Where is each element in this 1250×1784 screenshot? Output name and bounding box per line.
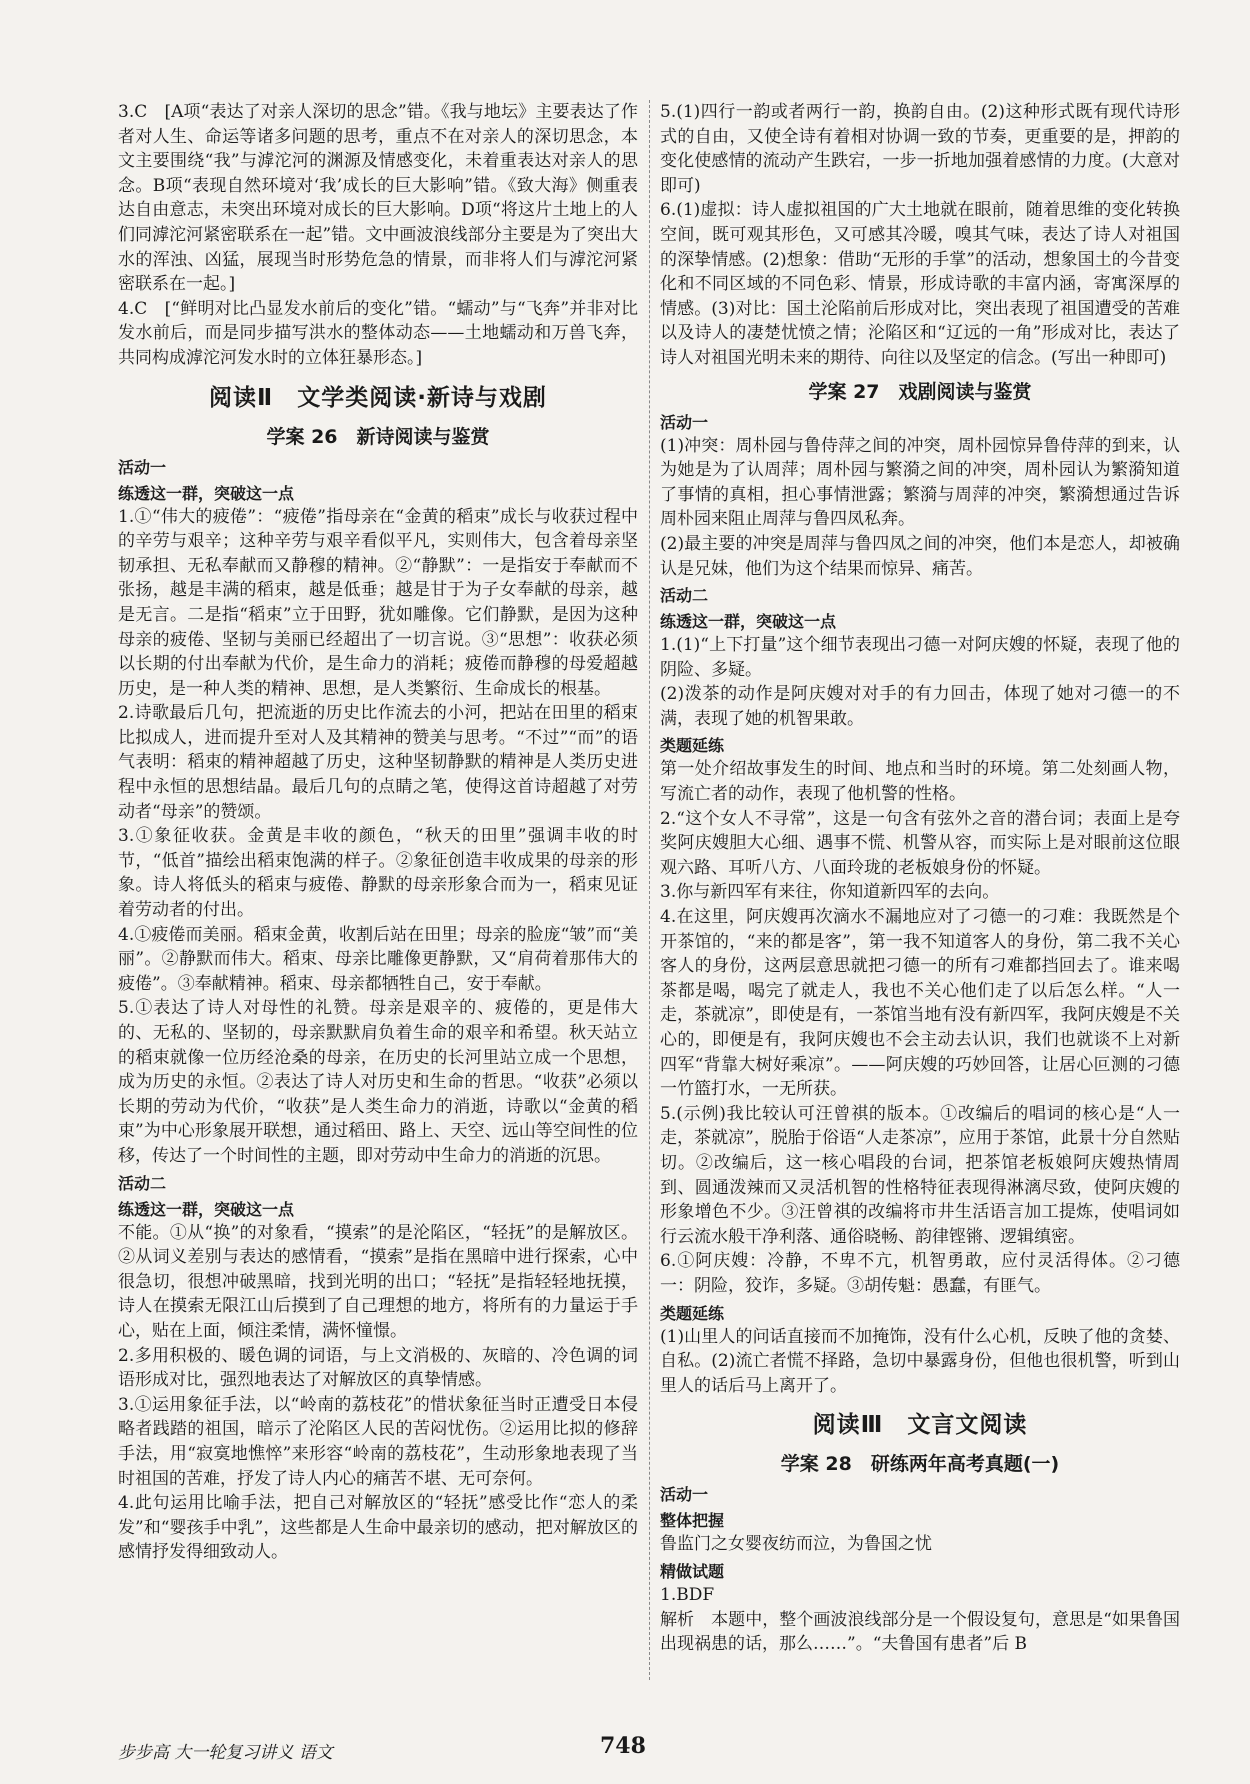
- answer-item: 4.此句运用比喻手法，把自己对解放区的“轻抚”感受比作“恋人的柔发”和“婴孩手中乳”，这些都是人生命中最亲切的感动，把对解放区的感情抒发得细致动人。: [118, 1493, 638, 1563]
- drill-heading: 练透这一群，突破这一点: [660, 612, 837, 632]
- analysis-text: 解析 本题中，整个画波浪线部分是一个假设复句，意思是“如果鲁国出现祸患的话，那么……”。“夫鲁国有患者”后 B: [660, 1609, 1180, 1655]
- extension-heading: 类题延练: [660, 1303, 725, 1323]
- answer-item: 4.在这里，阿庆嫂再次滴水不漏地应对了刁德一的刁难：我既然是个开茶馆的，“来的都是客”，第一我不知道客人的身份，第二我不关心客人的身份，这两层意思就把刁德一的所有刁难都挡回去了。谁来喝茶都是喝，喝完了就走人，我也不关心他们走了以后怎么样。“人一走，茶就凉”，即使是有，一茶馆当地有没有新四军，我阿庆嫂是不关心的，即便是有，我阿庆嫂也不会主动去认识，我们也就谈不上对新四军“背靠大树好乘凉”。——阿庆嫂的巧妙回答，让居心叵测的刁德一竹篮打水，一无所获。: [660, 907, 1180, 1100]
- answer-item: 4.①疲倦而美丽。稻束金黄，收割后站在田里；母亲的脸庞“皱”而“美丽”。②静默而伟大。稻束、母亲比雕像更静默，又“肩荷着那伟大的疲倦”。③奉献精神。稻束、母亲都牺牲自己，安于奉献。: [118, 924, 638, 994]
- activity-heading: 活动二: [118, 1173, 167, 1193]
- answer-item: 6.(1)虚拟：诗人虚拟祖国的广大土地就在眼前，随着思维的变化转换空间，既可观其形色，又可感其冷暖，嗅其气味，表达了诗人对祖国的深挚情感。(2)想象：借助“无形的手掌”的活动，想象国土的今昔变化和不同区域的不同色彩、情景，形成诗歌的丰富内涵，寄寓深厚的情感。(3)对比：国土沦陷前后形成对比，突出表现了祖国遭受的苦难以及诗人的凄楚忧愤之情；沦陷区和“辽远的一角”形成对比，表达了诗人对祖国光明未来的期待、向往以及坚定的信念。(写出一种即可): [660, 200, 1180, 368]
- overall-text: 鲁监门之女婴夜纺而泣，为鲁国之忧: [660, 1534, 932, 1555]
- answer-item: 5.①表达了诗人对母性的礼赞。母亲是艰辛的、疲倦的，更是伟大的、无私的、坚韧的，母亲默默肩负着生命的艰辛和希望。秋天站立的稻束就像一位历经沧桑的母亲，在历史的长河里站立成一个思想，成为历史的永恒。②表达了诗人对历史和生命的哲思。“收获”必须以长期的劳动为代价，“收获”是人类生命力的消逝，诗歌以“金黄的稻束”为中心形象展开联想，通过稻田、路上、天空、远山等空间性的位移，传达了一个时间性的主题，即对劳动中生命力的消逝的沉思。: [118, 998, 638, 1166]
- extension-heading: 类题延练: [660, 736, 725, 756]
- answer-item: (1)山里人的问话直接而不加掩饰，没有什么心机，反映了他的贪婪、自私。(2)流亡者慌不择路，急切中暴露身份，但他也很机警，听到山里人的话后马上离开了。: [660, 1326, 1180, 1396]
- activity-heading: 活动一: [660, 1485, 709, 1505]
- answer-item: 5.(示例)我比较认可汪曾祺的版本。①改编后的唱词的核心是“人一走，茶就凉”，脱胎于俗语“人走茶凉”，应用于茶馆，此景十分自然贴切。②改编后，这一核心唱段的台词，把茶馆老板娘阿庆嫂热情周到、圆通泼辣而又灵活机智的性格特征表现得淋漓尽致，使阿庆嫂的形象增色不少。③汪曾祺的改编将市井生活语言加工提炼，使唱词如行云流水般干净利落、通俗晓畅、韵律铿锵、逻辑缜密。: [660, 1103, 1180, 1247]
- drill-heading: 练透这一群，突破这一点: [118, 1199, 295, 1219]
- section-title: 阅读Ⅲ 文言文阅读: [812, 1412, 1028, 1439]
- answer-item: 不能。①从“换”的对象看，“摸索”的是沦陷区，“轻抚”的是解放区。②从词义差别与表达的感情看，“摸索”是指在黑暗中进行探索，心中很急切，很想冲破黑暗，找到光明的出口；“轻抚”是指轻轻地抚摸，诗人在摸索无限江山后摸到了自己理想的地方，将所有的力量运于手心，贴在上面，倾注柔情，满怀憧憬。: [118, 1222, 638, 1341]
- answer-item: 3.①运用象征手法，以“岭南的荔枝花”的惜状象征当时正遭受日本侵略者践踏的祖国，暗示了沦陷区人民的苦闷忧伤。②运用比拟的修辞手法，用“寂寞地憔悴”来形容“岭南的荔枝花”，生动形象地表现了当时祖国的苦难，抒发了诗人内心的痛苦不堪、无可奈何。: [118, 1394, 638, 1489]
- precise-heading: 精做试题: [660, 1561, 725, 1581]
- activity-heading: 活动二: [660, 586, 709, 606]
- answer-item: (1)冲突：周朴园与鲁侍萍之间的冲突，周朴园惊异鲁侍萍的到来，认为她是为了认周萍；周朴园与繁漪之间的冲突，周朴园认为繁漪知道了事情的真相，担心事情泄露；繁漪与周萍的冲突，繁漪想通过告诉周朴园来阻止周萍与鲁四凤私奔。: [660, 435, 1180, 530]
- answer-item: 1.(1)“上下打量”这个细节表现出刁德一对阿庆嫂的怀疑，表现了他的阴险、多疑。: [660, 635, 1180, 680]
- lesson-title: 学案 28 研练两年高考真题(一): [780, 1453, 1060, 1476]
- answer-item: 3.①象征收获。金黄是丰收的颜色，“秋天的田里”强调丰收的时节，“低首”描绘出稻束饱满的样子。②象征创造丰收成果的母亲的形象。诗人将低头的稻束与疲倦、静默的母亲形象合而为一，稻束见证着劳动者的付出。: [118, 826, 638, 921]
- answer-item: 5.(1)四行一韵或者两行一韵，换韵自由。(2)这种形式既有现代诗形式的自由，又使全诗有着相对协调一致的节奏，更重要的是，押韵的变化使感情的流动产生跌宕，一步一折地加强着感情的力度。(大意对即可): [660, 102, 1180, 196]
- answer-item: (2)泼茶的动作是阿庆嫂对对手的有力回击，体现了她对刁德一的不满，表现了她的机智果敢。: [660, 684, 1180, 729]
- right-column: [660, 100, 1180, 1657]
- lesson-title: 学案 27 戏剧阅读与鉴赏: [808, 380, 1032, 403]
- section-title: 阅读Ⅱ 文学类阅读·新诗与戏剧: [209, 384, 547, 411]
- answer-item: 2.诗歌最后几句，把流逝的历史比作流去的小河，把站在田里的稻束比拟成人，进而提升至对人及其精神的赞美与思考。“不过”“而”的语气表明：稻束的精神超越了历史，这种坚韧静默的精神是人类历史进程中永恒的思想结晶。最后几句的点睛之笔，使得这首诗超越了对劳动者“母亲”的赞颂。: [118, 703, 638, 822]
- overall-heading: 整体把握: [660, 1511, 725, 1531]
- left-column: [118, 100, 638, 1565]
- activity-heading: 活动一: [660, 412, 709, 432]
- page-number: 748: [600, 1733, 646, 1759]
- answer-item: 6.①阿庆嫂：冷静，不卑不亢，机智勇敢，应付灵活得体。②刁德一：阴险，狡诈，多疑。③胡传魁：愚蠢，有匪气。: [660, 1251, 1180, 1296]
- column-divider: [649, 100, 650, 1680]
- answer-item: 2.“这个女人不寻常”，这是一句含有弦外之音的潜台词；表面上是夸奖阿庆嫂胆大心细、遇事不慌、机警从容，而实际上是对眼前这位眼观六路、耳听八方、八面玲珑的老板娘身份的怀疑。: [660, 808, 1180, 878]
- activity-heading: 活动一: [118, 457, 167, 477]
- answer-item: 第一处介绍故事发生的时间、地点和当时的环境。第二处刻画人物，写流亡者的动作，表现了他机警的性格。: [660, 759, 1180, 805]
- answer-item: 4.C [“鲜明对比凸显发水前后的变化”错。“蠕动”与“飞奔”并非对比发水前后，而是同步描写洪水的整体动态——土地蠕动和万兽飞奔，共同构成滹沱河发水时的立体狂暴形态。]: [118, 298, 638, 368]
- answer-item: 3.你与新四军有来往，你知道新四军的去向。: [660, 882, 1000, 903]
- answer-item: (2)最主要的冲突是周萍与鲁四凤之间的冲突，他们本是恋人，却被确认是兄妹，他们为这个结果而惊异、痛苦。: [660, 533, 1180, 579]
- answer-item: 1.①“伟大的疲倦”：“疲倦”指母亲在“金黄的稻束”成长与收获过程中的辛劳与艰辛；这种辛劳与艰辛看似平凡，实则伟大，包含着母亲坚韧承担、无私奉献而又静穆的精神。②“静默”：一是指安于奉献而不张扬，越是丰满的稻束，越是低垂；越是甘于为子女奉献的母亲，越是无言。二是指“稻束”立于田野，犹如雕像。它们静默，是因为这种母亲的疲倦、坚韧与美丽已经超出了一切言说。③“思想”：收获必须以长期的付出奉献为代价，是生命力的消耗；疲倦而静穆的母爱超越历史，是一种人类的精神、思想，是人类繁衍、生命成长的根基。: [118, 506, 638, 699]
- lesson-title: 学案 26 新诗阅读与鉴赏: [266, 425, 490, 448]
- answer-item: 3.C [A项“表达了对亲人深切的思念”错。《我与地坛》主要表达了作者对人生、命运等诸多问题的思考，重点不在对亲人的深切思念，本文主要围绕“我”与滹沱河的渊源及情感变化，未着重表达对亲人的思念。B项“表现自然环境对‘我’成长的巨大影响”错。《致大海》侧重表达自由意志，未突出环境对成长的巨大影响。D项“将这片土地上的人们同滹沱河紧密联系在一起”错。文中画波浪线部分主要是为了突出大水的浑浊、凶猛，展现当时形势危急的情景，而非将人们与滹沱河紧密联系在一起。]: [118, 102, 638, 295]
- answer-item: 2.多用积极的、暖色调的词语，与上文消极的、灰暗的、冷色调的词语形成对比，强烈地表达了对解放区的真挚情感。: [118, 1345, 638, 1391]
- answer-item: 1.BDF: [660, 1584, 715, 1605]
- drill-heading: 练透这一群，突破这一点: [118, 483, 295, 503]
- book-title: 步步高 大一轮复习讲义 语文: [118, 1743, 333, 1763]
